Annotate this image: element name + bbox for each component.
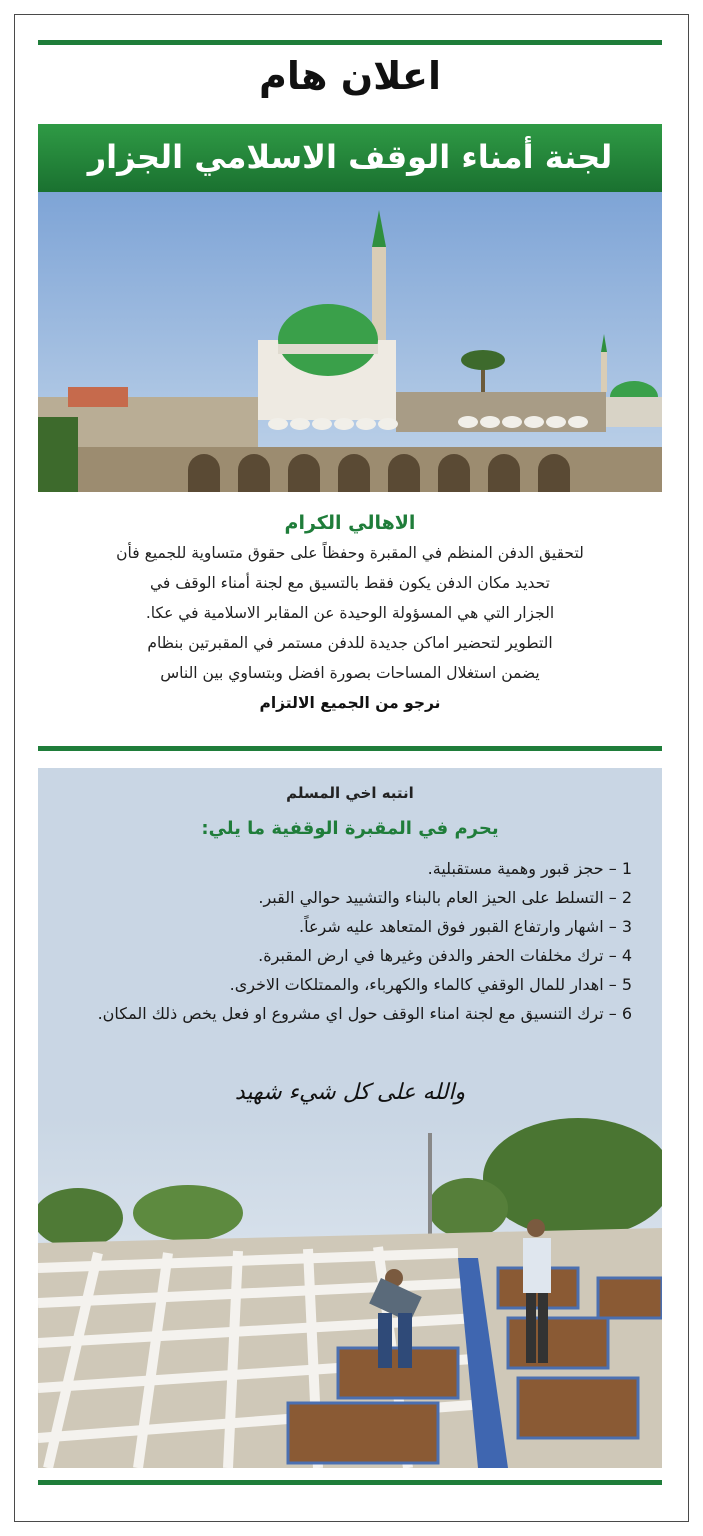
intro-line: لتحقيق الدفن المنظم في المقبرة وحفظاً على حقوق متساوية للجميع فأن	[116, 544, 584, 562]
item-number: 5	[621, 975, 632, 994]
warning-heading: انتبه اخي المسلم	[286, 784, 414, 802]
intro-section	[38, 512, 662, 718]
list-item: 6 – ترك التنسيق مع لجنة امناء الوقف حول اي مشروع او فعل يخص ذلك المكان.	[97, 1004, 632, 1023]
list-item: 5 – اهدار للمال الوقفي كالماء والكهرباء، والممتلكات الاخرى.	[229, 975, 632, 994]
intro-heading: الاهالي الكرام	[284, 512, 416, 534]
item-number: 4	[621, 946, 632, 965]
item-text: ترك التنسيق مع لجنة امناء الوقف حول اي مشروع او فعل يخص ذلك المكان.	[97, 1004, 604, 1023]
list-item: 1 – حجز قبور وهمية مستقبلية.	[427, 859, 632, 878]
middle-green-rule	[38, 746, 662, 751]
mosque-photo	[38, 192, 662, 492]
top-green-rule	[38, 40, 662, 45]
item-text: اهدار للمال الوقفي كالماء والكهرباء، والممتلكات الاخرى.	[229, 975, 604, 994]
item-number: 1	[621, 859, 632, 878]
item-number: 6	[621, 1004, 632, 1023]
committee-banner: لجنة أمناء الوقف الاسلامي الجزار	[38, 124, 662, 192]
intro-line: تحديد مكان الدفن يكون فقط بالتسيق مع لجنة أمناء الوقف في	[150, 574, 550, 592]
list-item: 4 – ترك مخلفات الحفر والدفن وغيرها في ارض المقبرة.	[258, 946, 632, 965]
intro-line: يضمن استغلال المساحات بصورة افضل وبتساوي بين الناس	[160, 664, 540, 682]
bottom-green-rule	[38, 1480, 662, 1485]
item-text: التسلط على الحيز العام بالبناء والتشييد حوالي القبر.	[258, 888, 604, 907]
intro-closing: نرجو من الجميع الالتزام	[259, 694, 441, 712]
prohibitions-list	[62, 854, 632, 1028]
announcement-title: اعلان هام	[259, 54, 441, 98]
construction-illustration	[38, 1118, 662, 1468]
item-number: 2	[621, 888, 632, 907]
intro-line: التطوير لتحضير اماكن جديدة للدفن مستمر في المقبرتين بنظام	[147, 634, 553, 652]
mosque-illustration	[38, 192, 662, 492]
quran-verse: والله على كل شيء شهيد	[234, 1080, 466, 1105]
warning-subheading: يحرم في المقبرة الوقفية ما يلي:	[201, 818, 499, 839]
list-item: 3 – اشهار وارتفاع القبور فوق المتعاهد عليه شرعاً.	[299, 917, 632, 936]
item-text: ترك مخلفات الحفر والدفن وغيرها في ارض المقبرة.	[258, 946, 604, 965]
intro-line: الجزار التي هي المسؤولة الوحيدة عن المقابر الاسلامية في عكا.	[145, 604, 555, 622]
item-text: اشهار وارتفاع القبور فوق المتعاهد عليه شرعاً.	[299, 917, 604, 936]
item-number: 3	[621, 917, 632, 936]
cemetery-construction-photo	[38, 1118, 662, 1468]
list-item: 2 – التسلط على الحيز العام بالبناء والتشييد حوالي القبر.	[258, 888, 632, 907]
warning-panel	[38, 768, 662, 1118]
item-text: حجز قبور وهمية مستقبلية.	[427, 859, 604, 878]
